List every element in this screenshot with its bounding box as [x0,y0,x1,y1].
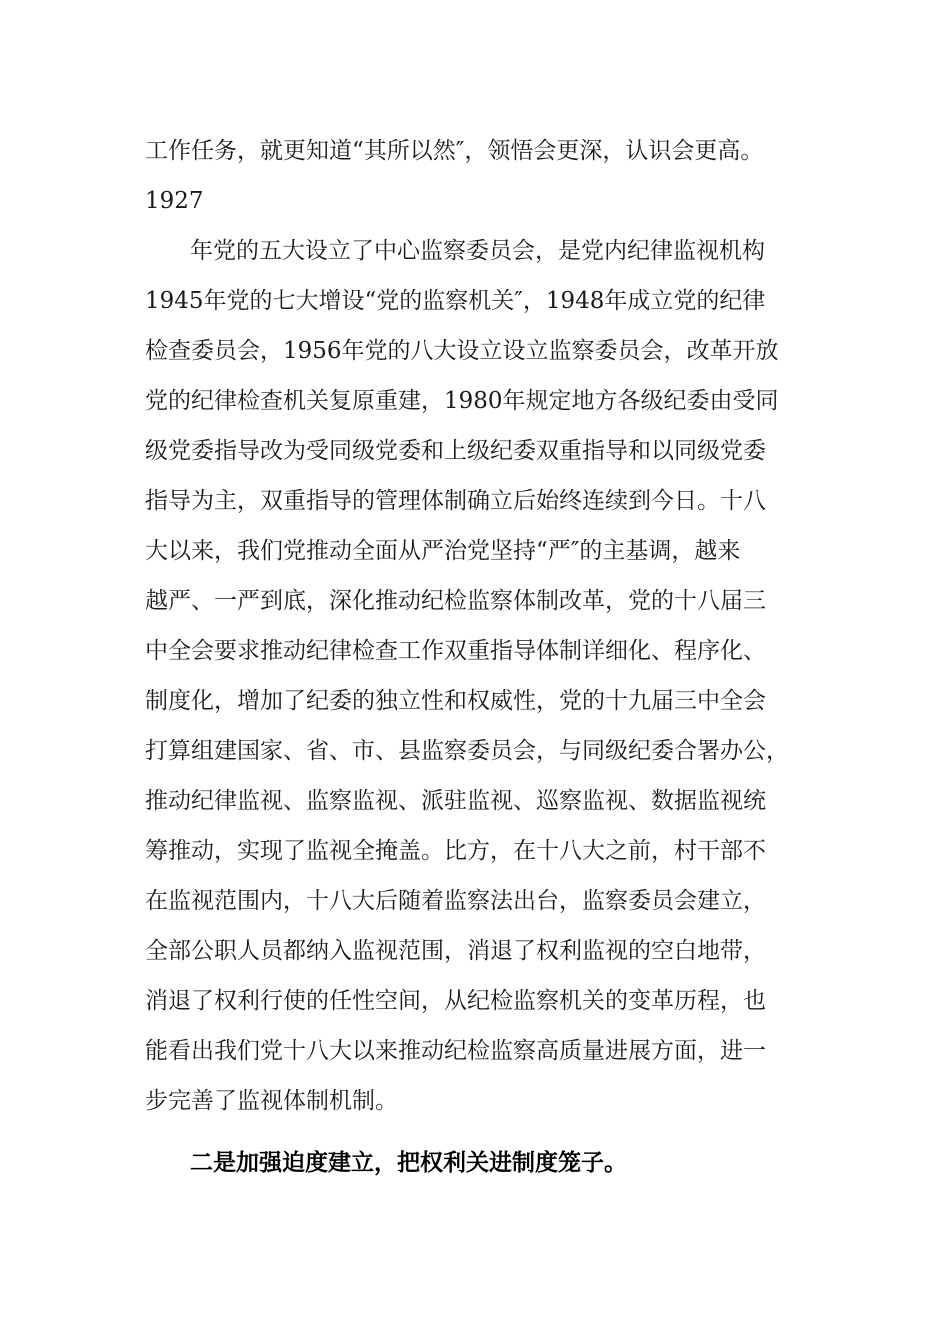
text-line: 打算组建国家、省、市、县监察委员会，与同级纪委合署办公， [145,738,789,764]
text-line: 1945年党的七大增设“党的监察机关″，1948年成立党的纪律 [145,288,766,314]
text-line: 工作任务，就更知道“其所以然″，领悟会更深，认识会更高。 [145,138,764,164]
text-line: 全部公职人员都纳入监视范围，消退了权利监视的空白地带， [145,938,766,964]
text-line: 制度化，增加了纪委的独立性和权威性，党的十九届三中全会 [145,688,766,714]
text-line: 1927 [145,188,204,214]
text-line: 年党的五大设立了中心监察委员会，是党内纪律监视机构 [190,238,765,264]
text-line: 大以来，我们党推动全面从严治党坚持“严″的主基调，越来 [145,538,741,564]
text-line: 能看出我们党十八大以来推动纪检监察高质量进展方面，进一 [145,1038,766,1064]
text-line: 越严、一严到底，深化推动纪检监察体制改革，党的十八届三 [145,588,766,614]
text-line: 步完善了监视体制机制。 [145,1088,398,1114]
text-line: 消退了权利行使的任性空间，从纪检监察机关的变革历程，也 [145,988,766,1014]
text-line: 筹推动，实现了监视全掩盖。比方，在十八大之前，村干部不 [145,838,766,864]
text-line: 在监视范围内，十八大后随着监察法出台，监察委员会建立， [145,888,766,914]
text-line: 检查委员会，1956年党的八大设立设立监察委员会，改革开放 [145,338,779,364]
text-line: 推动纪律监视、监察监视、派驻监视、巡察监视、数据监视统 [145,788,766,814]
section-heading: 二是加强迫度建立，把权利关进制度笼子。 [190,1149,627,1176]
text-line: 党的纪律检查机关复原重建，1980年规定地方各级纪委由受同 [145,388,779,414]
text-line: 中全会要求推动纪律检查工作双重指导体制详细化、程序化、 [145,638,766,664]
text-line: 级党委指导改为受同级党委和上级纪委双重指导和以同级党委 [145,438,766,464]
text-line: 指导为主，双重指导的管理体制确立后始终连续到今日。十八 [145,488,766,514]
